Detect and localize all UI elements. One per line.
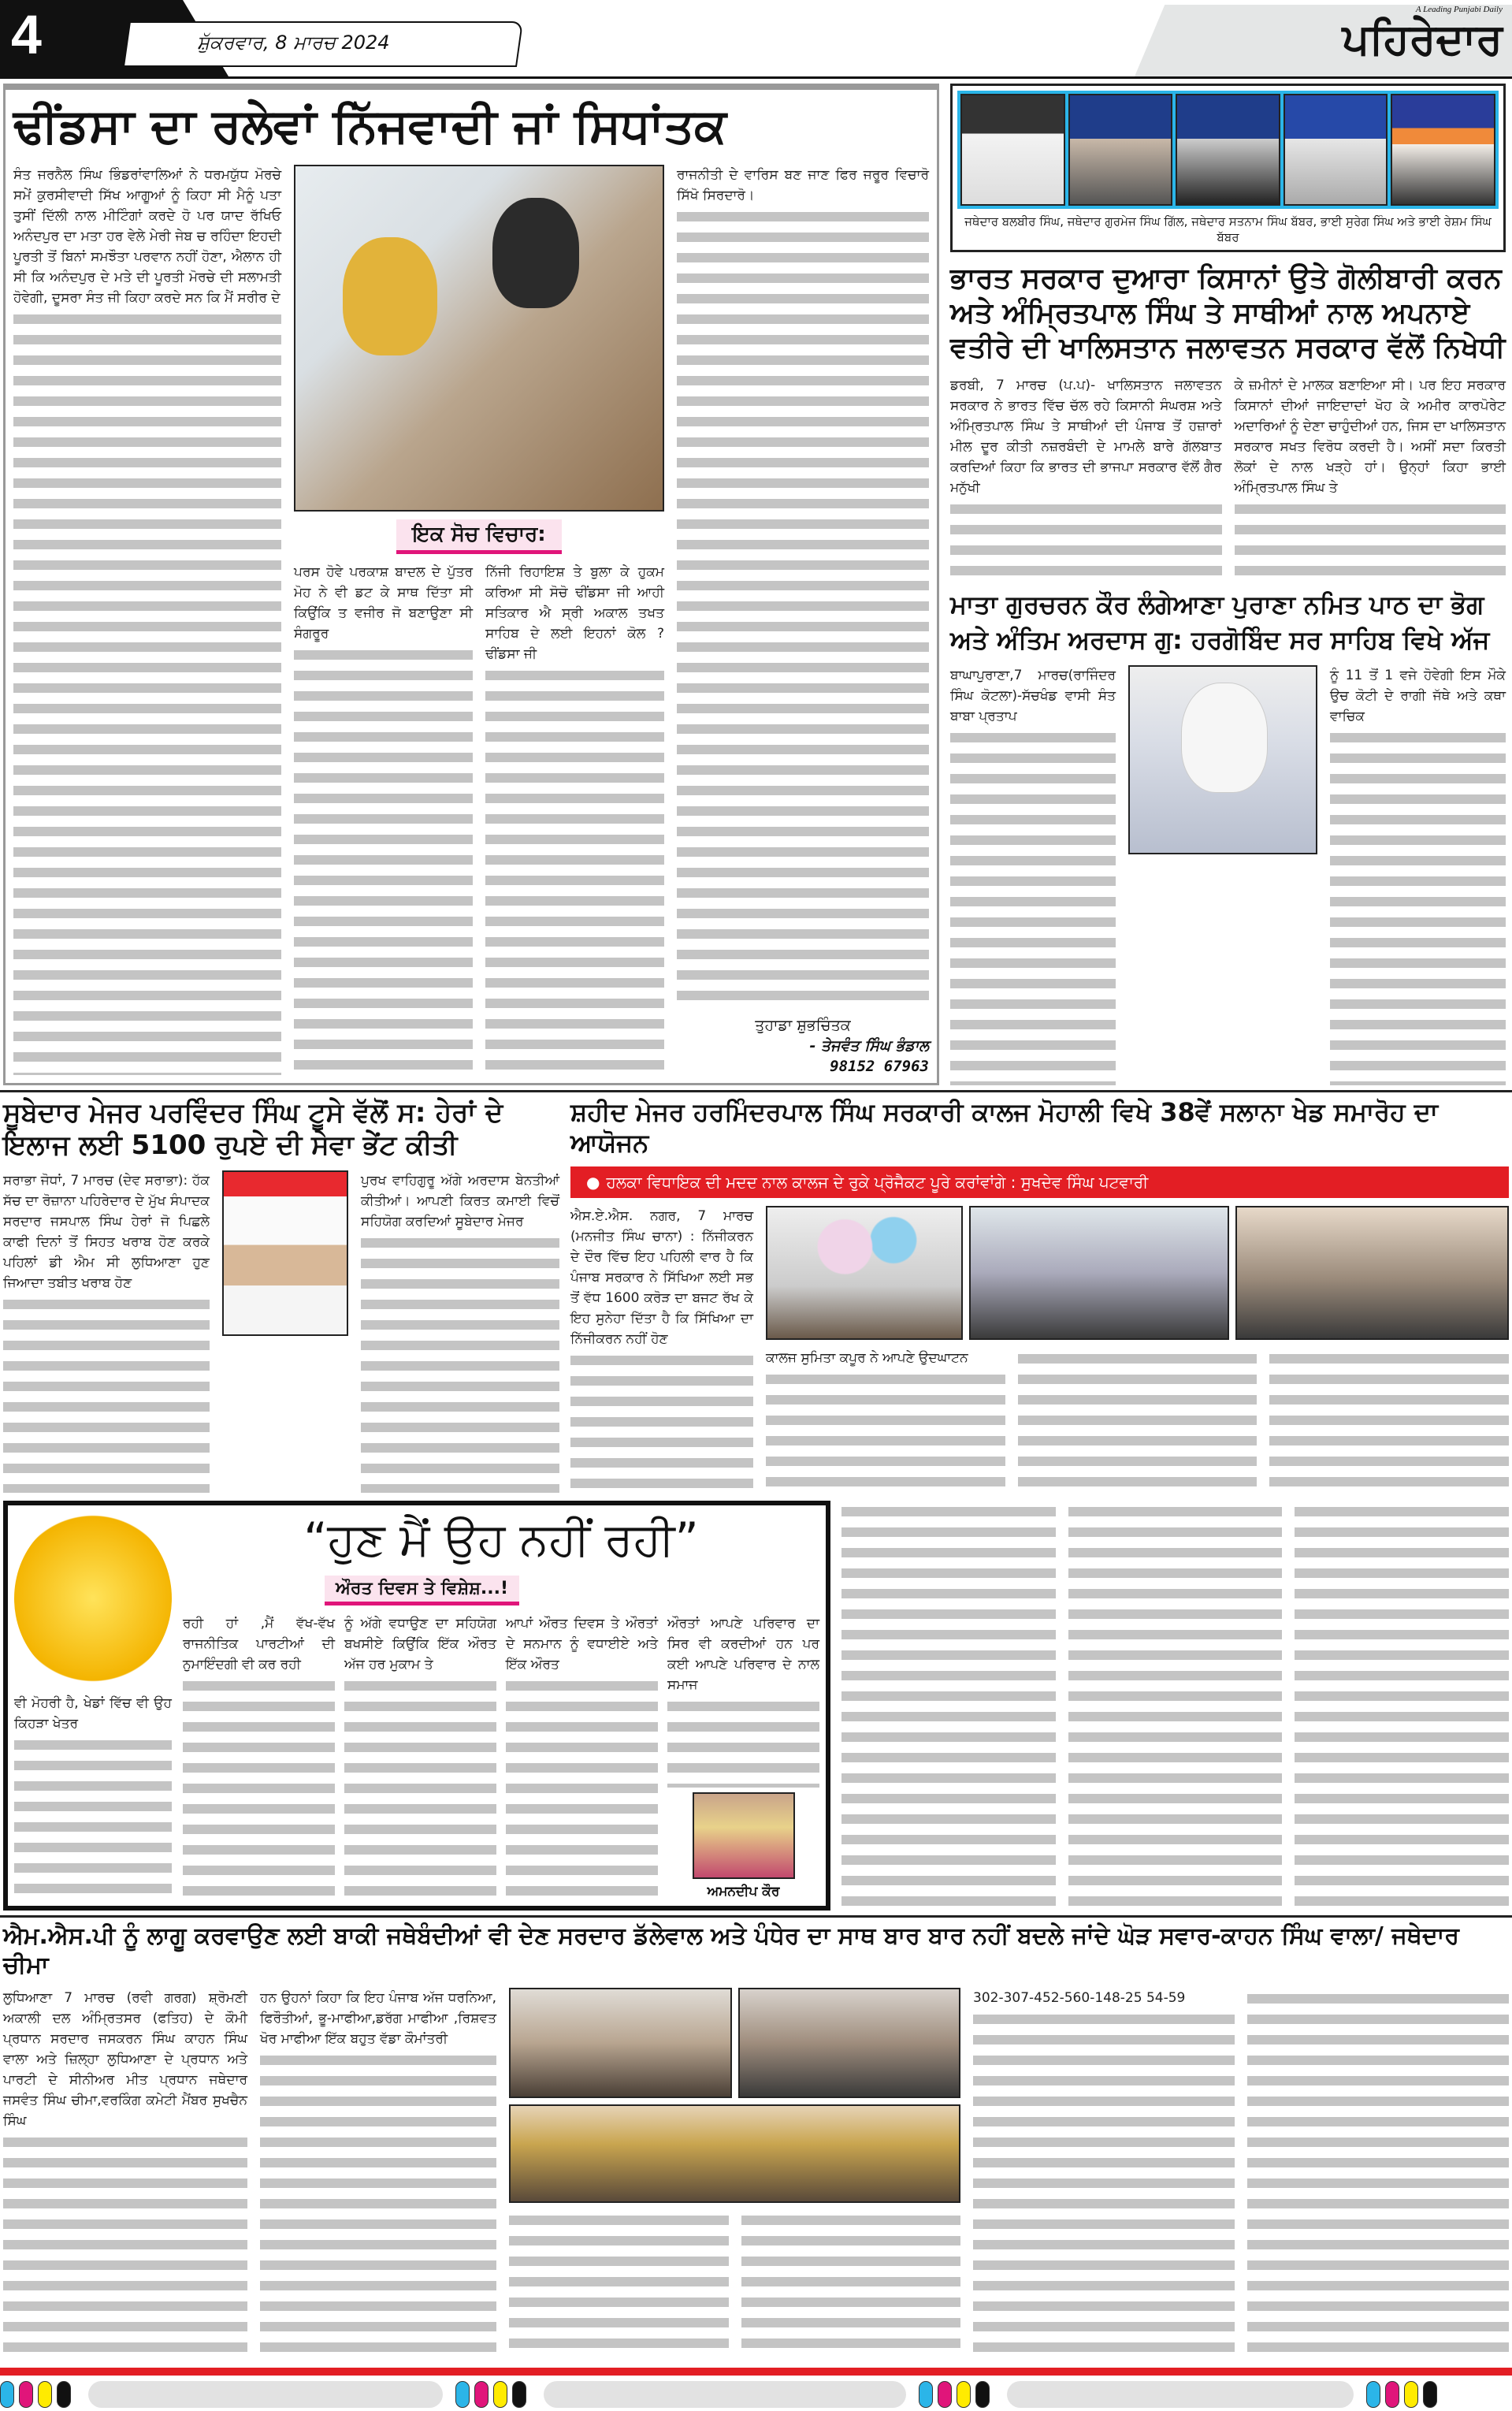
article-text: 302-307-452-560-148-25 54-59 bbox=[973, 1988, 1235, 2011]
article-body bbox=[3, 1170, 559, 1493]
article-column bbox=[950, 375, 1222, 580]
article-text: ਸਰਾਭਾ ਜੋਧਾਂ, 7 ਮਾਰਚ (ਦੇਵ ਸਰਾਭਾ): ਹੱਕ ਸੱਚ ਦਾ ਰੋਜ਼ਾਨਾ ਪਹਿਰੇਦਾਰ ਦੇ ਮੁੱਖ ਸੰਪਾਦਕ ਸਰਦਾਰ ਜਸਪਾਲ ਸਿੰਘ ਹੇਰਾਂ ਜੋ ਪਿਛਲੇ ਕਾਫੀ ਦਿਨਾਂ ਤੋਂ ਸਿਹਤ ਖਰਾਬ ਹੋਣ ਕਰਕੇ ਪਹਿਲਾਂ ਡੀ ਐਮ ਸੀ ਲੁਧਿਆਣਾ ਹੁਣ ਜਿਆਦਾ ਤਬੀਤ ਖਰਾਬ ਹੋਣ bbox=[3, 1170, 210, 1297]
dhindsa-article bbox=[3, 84, 939, 1085]
column-pair bbox=[294, 562, 664, 1075]
sub-heading-box: ਇਕ ਸੋਚ ਵਿਚਾਰ: bbox=[396, 519, 561, 554]
women-day-article bbox=[3, 1501, 830, 1911]
article-body bbox=[570, 1206, 1509, 1493]
article-body bbox=[13, 165, 929, 1075]
magenta-mark bbox=[19, 2381, 33, 2408]
author: - ਤੇਜਵੰਤ ਸਿੰਘ ਭੰਡਾਲ bbox=[809, 1037, 929, 1055]
article-text: ਹਨ ਉਹਨਾਂ ਕਿਹਾ ਕਿ ਇਹ ਪੰਜਾਬ ਅੱਜ ਧਰਨਿਆ, ਫਿਰੌਤੀਆਂ, ਭੂ-ਮਾਫੀਆ,ਡਰੱਗ ਮਾਫੀਆ ,ਰਿਸ਼ਵਤ ਖੋਰ ਮਾਫੀਆ ਇੱਕ ਬਹੁਤ ਵੱਡਾ ਕੌਮਾਂਤਰੀ bbox=[260, 1988, 496, 2052]
photo-author bbox=[693, 1792, 795, 1879]
column-row bbox=[509, 2209, 960, 2359]
photo-row bbox=[509, 1988, 960, 2098]
magenta-mark bbox=[938, 2381, 952, 2408]
article-text: ਪੁਰਖ ਵਾਹਿਗੁਰੂ ਅੱਗੇ ਅਰਦਾਸ ਬੇਨਤੀਆਂ ਕੀਤੀਆਂ। ਆਪਣੀ ਕਿਰਤ ਕਮਾਈ ਵਿਚੋਂ ਸਹਿਯੋਗ ਕਰਦਿਆਂ ਸੂਬੇਦਾਰ ਮੇਜਰ bbox=[361, 1170, 559, 1235]
black-mark bbox=[512, 2381, 526, 2408]
photo-row bbox=[766, 1206, 1509, 1340]
middle-section bbox=[0, 1092, 1512, 1493]
photo-strip bbox=[957, 91, 1499, 209]
article-column bbox=[1330, 665, 1506, 1085]
headline: ਸ਼ਹੀਦ ਮੇਜਰ ਹਰਮਿੰਦਰਪਾਲ ਸਿੰਘ ਸਰਕਾਰੀ ਕਾਲਜ ਮੋਹਾਲੀ ਵਿਖੇ 38ਵੇਂ ਸਲਾਨਾ ਖੇਡ ਸਮਾਰੋਹ ਦਾ ਆਯੋਜਨ bbox=[570, 1097, 1439, 1159]
article-column bbox=[485, 562, 664, 1075]
article-text: ਕੇ ਜ਼ਮੀਨਾਂ ਦੇ ਮਾਲਕ ਬਣਾਇਆ ਸੀ। ਪਰ ਇਹ ਸਰਕਾਰ ਕਿਸਾਨਾਂ ਦੀਆਂ ਜਾਇਦਾਦਾਂ ਖੋਹ ਕੇ ਅਮੀਰ ਕਾਰਪੋਰੇਟ ਅਦਾਰਿਆਂ ਨੂੰ ਦੇਣਾ ਚਾਹੁੰਦੀਆਂ ਹਨ, ਜਿਸ ਦਾ ਖਾਲਿਸਤਾਨ ਸਰਕਾਰ ਸਖਤ ਵਿਰੋਧ ਕਰਦੀ ਹੈ। ਅਸੀਂ ਸਦਾ ਕਿਰਤੀ ਲੋਕਾਂ ਦੇ ਨਾਲ ਖੜ੍ਹੇ ਹਾਂ। ਉਨ੍ਹਾਂ ਕਿਹਾ ਭਾਈ ਅੰਮ੍ਰਿਤਪਾਲ ਸਿੰਘ ਤੇ bbox=[1235, 375, 1506, 501]
kicker-text: ਹਲਕਾ ਵਿਧਾਇਕ ਦੀ ਮਦਦ ਨਾਲ ਕਾਲਜ ਦੇ ਰੁਕੇ ਪ੍ਰੋਜੈਕਟ ਪੂਰੇ ਕਰਾਂਵਾਂਗੇ : ਸੁਖਦੇਵ ਸਿੰਘ ਪਟਵਾਰੀ bbox=[606, 1173, 1149, 1192]
sub-heading-box: ਔਰਤ ਦਿਵਸ ਤੇ ਵਿਸ਼ੇਸ਼...! bbox=[325, 1576, 519, 1605]
person-figure bbox=[343, 237, 437, 355]
article-column bbox=[344, 1613, 496, 1899]
article-text: ਕਾਲਜ ਸੁਮਿਤਾ ਕਪੂਰ ਨੇ ਆਪਣੇ ਉਦਘਾਟਨ bbox=[766, 1348, 1005, 1371]
article-column bbox=[1247, 1988, 1509, 2359]
article-column bbox=[950, 665, 1116, 1085]
cyan-mark bbox=[919, 2381, 933, 2408]
bullet-icon: ● bbox=[586, 1173, 600, 1192]
photo-block bbox=[509, 1988, 960, 2359]
top-section bbox=[0, 79, 1512, 1085]
article-text: ਸੰਤ ਜਰਨੈਲ ਸਿੰਘ ਭਿੰਡਰਾਂਵਾਲਿਆਂ ਨੇ ਧਰਮਯੁੱਧ ਮੋਰਚੇ ਸਮੇਂ ਕੁਰਸੀਵਾਦੀ ਸਿੱਖ ਆਗੂਆਂ ਨੂੰ ਕਿਹਾ ਸੀ ਮੈਨੂੰ ਪਤਾ ਤੁਸੀਂ ਦਿੱਲੀ ਨਾਲ ਮੀਟਿੰਗਾਂ ਕਰਦੇ ਹੋ ਪਰ ਯਾਦ ਰੱਖਿਓ ਅਨੰਦਪੁਰ ਦਾ ਮਤਾ ਹਰ ਵੇਲੇ ਮੇਰੀ ਜੇਬ ਚ ਰਹਿੰਦਾ ਇਹਦੀ ਪੂਰਤੀ ਤੋਂ ਬਿਨਾਂ ਸਮਝੌਤਾ ਪਰਵਾਨ ਨਹੀਂ ਹੋਣਾ, ਐਲਾਨ ਹੀ ਸੀ ਕਿ ਅਨੰਦਪੁਰ ਦੇ ਮਤੇ ਦੀ ਪੂਰਤੀ ਮੋਰਚੇ ਦੀ ਸਲਾਮਤੀ ਹੋਵੇਗੀ, ਦੂਸਰਾ ਸੰਤ ਜੀ ਕਿਹਾ ਕਰਦੇ ਸਨ ਕਿ ਮੈਂ ਸਰੀਰ ਦੇ bbox=[13, 165, 281, 311]
article-column bbox=[841, 1501, 1056, 1911]
portrait-photo bbox=[960, 94, 1065, 206]
portrait-photo bbox=[1391, 94, 1495, 206]
magenta-mark bbox=[1385, 2381, 1399, 2408]
person-figure bbox=[1181, 683, 1268, 793]
article-text: ਆਪਾਂ ਔਰਤ ਦਿਵਸ ਤੇ ਔਰਤਾਂ ਦੇ ਸਨਮਾਨ ਨੂੰ ਵਧਾਈਏ ਅਤੇ ਇੱਕ ਔਰਤ bbox=[506, 1613, 658, 1678]
article-column bbox=[1295, 1501, 1509, 1911]
photo-sports-balloons bbox=[766, 1206, 963, 1340]
article-text: ਰਾਜਨੀਤੀ ਦੇ ਵਾਰਿਸ ਬਣ ਜਾਣ ਫਿਰ ਜਰੂਰ ਵਿਚਾਰੋ ਸਿੱਖੋ ਸਿਰਦਾਰੋ। bbox=[677, 165, 929, 209]
article-column bbox=[506, 1613, 658, 1899]
portrait-photo bbox=[1284, 94, 1388, 206]
article-column bbox=[14, 1693, 172, 1899]
photo-msp-meeting bbox=[509, 1988, 732, 2098]
masthead bbox=[0, 0, 1512, 79]
grey-bar bbox=[88, 2381, 443, 2408]
headline: ਮਾਤਾ ਗੁਰਚਰਨ ਕੌਰ ਲੰਗੇਆਣਾ ਪੁਰਾਣਾ ਨਮਿਤ ਪਾਠ ਦਾ ਭੋਗ bbox=[950, 589, 1484, 619]
women-section bbox=[0, 1493, 1512, 1911]
yellow-mark bbox=[1404, 2381, 1418, 2408]
headline: ਅਤੇ ਅੰਤਿਮ ਅਰਦਾਸ ਗੁ: ਹਰਗੋਬਿੰਦ ਸਰ ਸਾਹਿਬ ਵਿਖੇ ਅੱਜ bbox=[950, 624, 1490, 655]
article-text: ਵੀ ਮੋਹਰੀ ਹੈ, ਖੇਡਾਂ ਵਿੱਚ ਵੀ ਉਹ ਕਿਹੜਾ ਖੇਤਰ bbox=[14, 1693, 172, 1737]
photo-sports-group bbox=[1235, 1206, 1509, 1340]
portrait-photo bbox=[1068, 94, 1173, 206]
article-column bbox=[260, 1988, 496, 2359]
grey-bar bbox=[544, 2381, 906, 2408]
headline: ਭਾਰਤ ਸਰਕਾਰ ਦੁਆਰਾ ਕਿਸਾਨਾਂ ਉਤੇ ਗੋਲੀਬਾਰੀ ਕਰਨ ਅਤੇ ਅੰਮ੍ਰਿਤਪਾਲ ਸਿੰਘ ਤੇ ਸਾਥੀਆਂ ਨਾਲ ਅਪਨਾਏ ਵਤੀਰੇ ਦੀ ਖਾਲਿਸਤਾਨ ਜਲਾਵਤਨ ਸਰਕਾਰ ਵੱਲੋਂ ਨਿਖੇਧੀ bbox=[950, 262, 1506, 364]
black-mark bbox=[975, 2381, 990, 2408]
article-text: ਡਰਬੀ, 7 ਮਾਰਚ (ਪ.ਪ)- ਖਾਲਿਸਤਾਨ ਜਲਾਵਤਨ ਸਰਕਾਰ ਨੇ ਭਾਰਤ ਵਿੱਚ ਚੱਲ ਰਹੇ ਕਿਸਾਨੀ ਸੰਘਰਸ਼ ਅਤੇ ਅੰਮ੍ਰਿਤਪਾਲ ਸਿੰਘ ਤੇ ਸਾਥੀਆਂ ਦੀ ਪੰਜਾਬ ਤੋਂ ਹਜ਼ਾਰਾਂ ਮੀਲ ਦੂਰ ਕੀਤੀ ਨਜ਼ਰਬੰਦੀ ਦੇ ਮਾਮਲੇ ਬਾਰੇ ਗੱਲਬਾਤ ਕਰਦਿਆਂ ਕਿਹਾ ਕਿ ਭਾਰਤ ਦੀ ਭਾਜਪਾ ਸਰਕਾਰ ਵੱਲੋਂ ਗੈਰ ਮਨੁੱਖੀ bbox=[950, 375, 1222, 501]
photo-sports-event bbox=[969, 1206, 1229, 1340]
page-number: 4 bbox=[11, 4, 42, 65]
photo-block bbox=[766, 1206, 1509, 1493]
article-column bbox=[1269, 1348, 1509, 1493]
article-text: ਔਰਤਾਂ ਆਪਣੇ ਪਰਿਵਾਰ ਦਾ ਸਿਰ ਵੀ ਕਰਦੀਆਂ ਹਨ ਪਰ ਕਈ ਆਪਣੇ ਪਰਿਵਾਰ ਦੇ ਨਾਲ ਸਮਾਜ bbox=[667, 1613, 819, 1698]
column-row bbox=[766, 1348, 1509, 1493]
newspaper-logo: ਪਹਿਰੇਦਾਰ bbox=[1342, 14, 1503, 64]
article-text: ਬਾਘਾਪੁਰਾਣਾ,7 ਮਾਰਚ(ਰਾਜਿੰਦਰ ਸਿੰਘ ਕੋਟਲਾ)-ਸੱਚਖੰਡ ਵਾਸੀ ਸੰਤ ਬਾਬਾ ਪ੍ਰਤਾਪ bbox=[950, 665, 1116, 730]
yellow-mark bbox=[493, 2381, 507, 2408]
registration-marks bbox=[0, 2380, 1512, 2409]
jathedars-photo-box bbox=[950, 84, 1506, 252]
article-column bbox=[667, 1613, 819, 1788]
cyan-mark bbox=[455, 2381, 470, 2408]
black-mark bbox=[57, 2381, 71, 2408]
women-left bbox=[14, 1512, 172, 1899]
middle-block bbox=[294, 165, 664, 1075]
photo-caption: ਜਥੇਦਾਰ ਬਲਬੀਰ ਸਿੰਘ, ਜਥੇਦਾਰ ਗੁਰਮੇਜ ਸਿੰਘ ਗਿੱਲ, ਜਥੇਦਾਰ ਸਤਨਾਮ ਸਿੰਘ ਬੱਬਰ, ਭਾਈ ਸੁਰੇਗ ਸਿੰਘ ਅਤੇ ਭਾਈ ਰੇਸ਼ਮ ਸਿੰਘ ਬੱਬਰ bbox=[964, 214, 1492, 244]
photo-mata-gurcharan-kaur bbox=[1128, 665, 1317, 854]
signoff: ਤੁਹਾਡਾ ਸ਼ੁਭਚਿੰਤਕ bbox=[755, 1017, 851, 1034]
article-text: ਐਸ.ਏ.ਐਸ. ਨਗਰ, 7 ਮਾਰਚ (ਮਨਜੀਤ ਸਿੰਘ ਚਾਨਾ) : ਨਿੱਜੀਕਰਨ ਦੇ ਦੌਰ ਵਿੱਚ ਇਹ ਪਹਿਲੀ ਵਾਰ ਹੈ ਕਿ ਪੰਜਾਬ ਸਰਕਾਰ ਨੇ ਸਿੱਖਿਆ ਲਈ ਸਭ ਤੋਂ ਵੱਧ 1600 ਕਰੋੜ ਦਾ ਬਜਟ ਰੱਖ ਕੇ ਇਹ ਸੁਨੇਹਾ ਦਿੱਤਾ ਹੈ ਕਿ ਸਿੱਖਿਆ ਦਾ ਨਿੱਜੀਕਰਨ ਨਹੀਂ ਹੋਣ bbox=[570, 1206, 753, 1352]
headline: “ਹੁਣ ਮੈਂ ਉਹ ਨਹੀਂ ਰਹੀ” bbox=[303, 1512, 699, 1566]
article-column bbox=[3, 1988, 247, 2359]
article-column bbox=[183, 1613, 335, 1899]
article-text: ਨੂੰ ਅੱਗੇ ਵਧਾਉਣ ਦਾ ਸਹਿਯੋਗ ਬਖਸੀਏ ਕਿਉਂਕਿ ਇੱਕ ਔਰਤ ਅੱਜ ਹਰ ਮੁਕਾਮ ਤੇ bbox=[344, 1613, 496, 1678]
article-column bbox=[741, 2209, 961, 2359]
article-column bbox=[3, 1170, 210, 1493]
article-column bbox=[1018, 1348, 1258, 1493]
article-body bbox=[950, 665, 1506, 1085]
sports-article bbox=[570, 1097, 1509, 1493]
author: ਅਮਨਦੀਪ ਕੌਰ bbox=[707, 1884, 780, 1899]
article-column bbox=[973, 1988, 1235, 2359]
magenta-mark bbox=[474, 2381, 489, 2408]
sports-continuation bbox=[841, 1501, 1509, 1911]
footer-red-rule bbox=[0, 2368, 1512, 2376]
author-column bbox=[667, 1613, 819, 1899]
signature-block bbox=[677, 1017, 929, 1075]
photo-msp-meeting bbox=[509, 2104, 960, 2203]
article-column bbox=[13, 165, 281, 1075]
article-text: ਲੁਧਿਆਣਾ 7 ਮਾਰਚ (ਰਵੀ ਗਰਗ) ਸ਼੍ਰੋਮਣੀ ਅਕਾਲੀ ਦਲ ਅੰਮ੍ਰਿਤਸਰ (ਫਤਿਹ) ਦੇ ਕੌਮੀ ਪ੍ਰਧਾਨ ਸਰਦਾਰ ਜਸਕਰਨ ਸਿੰਘ ਕਾਹਨ ਸਿੰਘ ਵਾਲਾ ਅਤੇ ਜ਼ਿਲ੍ਹਾ ਲੁਧਿਆਣਾ ਦੇ ਪ੍ਰਧਾਨ ਅਤੇ ਪਾਰਟੀ ਦੇ ਸੀਨੀਅਰ ਮੀਤ ਪ੍ਰਧਾਨ ਜਥੇਦਾਰ ਜਸਵੰਤ ਸਿੰਘ ਚੀਮਾ,ਵਰਕਿੰਗ ਕਮੇਟੀ ਮੈਂਬਰ ਸੁਖਚੈਨ ਸਿੰਘ bbox=[3, 1988, 247, 2134]
photo-subedar-major bbox=[222, 1170, 348, 1336]
kicker-bar bbox=[570, 1166, 1509, 1198]
person-figure bbox=[492, 198, 579, 308]
article-column bbox=[361, 1170, 559, 1493]
headline: ਢੀਂਡਸਾ ਦਾ ਰਲੇਵਾਂ ਨਿੱਜਵਾਦੀ ਜਾਂ ਸਿਧਾਂਤਕ bbox=[13, 99, 727, 154]
article-body bbox=[3, 1988, 1509, 2359]
photo-msp-meeting bbox=[738, 1988, 961, 2098]
article-text: ਪਰਸ ਹੋਵੇ ਪਰਕਾਸ਼ ਬਾਦਲ ਦੇ ਪੁੱਤਰ ਮੋਹ ਨੇ ਵੀ ਡਟ ਕੇ ਸਾਥ ਦਿੱਤਾ ਸੀ ਕਿਉਂਕਿ ਤ ਵਜੀਰ ਜੋ ਬਣਾਉਣਾ ਸੀ ਸੰਗਰੂਰ bbox=[294, 562, 473, 647]
grey-bar bbox=[1007, 2381, 1354, 2408]
logo-block bbox=[1187, 5, 1503, 65]
article-column bbox=[766, 1348, 1005, 1493]
portrait-photo bbox=[1176, 94, 1280, 206]
women-illustration bbox=[14, 1512, 172, 1685]
article-column bbox=[1068, 1501, 1283, 1911]
article-text: ਨਿੱਜੀ ਰਿਹਾਇਸ਼ ਤੇ ਬੁਲਾ ਕੇ ਹੁਕਮ ਕਰਿਆ ਸੀ ਸੋਚੋ ਢੀਂਡਸਾ ਜੀ ਆਹੀ ਸਤਿਕਾਰ ਐ ਸ੍ਰੀ ਅਕਾਲ ਤਖਤ ਸਾਹਿਬ ਦੇ ਲਈ ਇਹਨਾਂ ਕੋਲ ? ਢੀਂਡਸਾ ਜੀ bbox=[485, 562, 664, 668]
photo-dhindsa-meeting bbox=[294, 165, 664, 512]
issue-date: ਸ਼ੁੱਕਰਵਾਰ, 8 ਮਾਰਚ 2024 bbox=[197, 32, 390, 54]
article-column bbox=[509, 2209, 729, 2359]
article-column bbox=[294, 562, 473, 1075]
article-column bbox=[1235, 375, 1506, 580]
article-column bbox=[677, 165, 929, 1009]
right-column bbox=[950, 84, 1506, 1085]
article-column bbox=[570, 1206, 753, 1493]
article-body bbox=[950, 375, 1506, 580]
black-mark bbox=[1423, 2381, 1437, 2408]
author-phone: 98152 67963 bbox=[830, 1058, 929, 1075]
article-body bbox=[183, 1613, 819, 1899]
yellow-mark bbox=[38, 2381, 52, 2408]
women-main bbox=[183, 1512, 819, 1899]
headline: ਐਮ.ਐਸ.ਪੀ ਨੂੰ ਲਾਗੂ ਕਰਵਾਉਣ ਲਈ ਬਾਕੀ ਜਥੇਬੰਦੀਆਂ ਵੀ ਦੇਣ ਸਰਦਾਰ ਡੱਲੇਵਾਲ ਅਤੇ ਪੰਧੇਰ ਦਾ ਸਾਥ ਬਾਰ ਬਾਰ ਨਹੀਂ ਬਦਲੇ ਜਾਂਦੇ ਘੋੜ ਸਵਾਰ-ਕਾਹਨ ਸਿੰਘ ਵਾਲਾ/ ਜਥੇਦਾਰ ਚੀਮਾ bbox=[3, 1922, 1459, 1979]
article-text: ਨੂੰ 11 ਤੋਂ 1 ਵਜੇ ਹੋਵੇਗੀ ਇਸ ਮੌਕੇ ਉਚ ਕੋਟੀ ਦੇ ਰਾਗੀ ਜੱਥੇ ਅਤੇ ਕਥਾ ਵਾਚਿਕ bbox=[1330, 665, 1506, 730]
article-text: ਰਹੀ ਹਾਂ ,ਮੈਂ ਵੱਖ-ਵੱਖ ਰਾਜਨੀਤਿਕ ਪਾਰਟੀਆਂ ਦੀ ਨੁਮਾਇੰਦਗੀ ਵੀ ਕਰ ਰਹੀ bbox=[183, 1613, 335, 1678]
subedar-article bbox=[3, 1097, 559, 1493]
headline: ਸੂਬੇਦਾਰ ਮੇਜਰ ਪਰਵਿੰਦਰ ਸਿੰਘ ਟੂਸੇ ਵੱਲੋਂ ਸ: ਹੇਰਾਂ ਦੇ ਇਲਾਜ ਲਈ 5100 ਰੁਪਏ ਦੀ ਸੇਵਾ ਭੇਂਟ ਕੀਤੀ bbox=[3, 1097, 503, 1162]
cyan-mark bbox=[1366, 2381, 1380, 2408]
cyan-mark bbox=[0, 2381, 14, 2408]
logo-tagline: A Leading Punjabi Daily bbox=[1415, 5, 1503, 14]
msp-article bbox=[0, 1918, 1512, 2359]
yellow-mark bbox=[957, 2381, 971, 2408]
right-block bbox=[677, 165, 929, 1075]
